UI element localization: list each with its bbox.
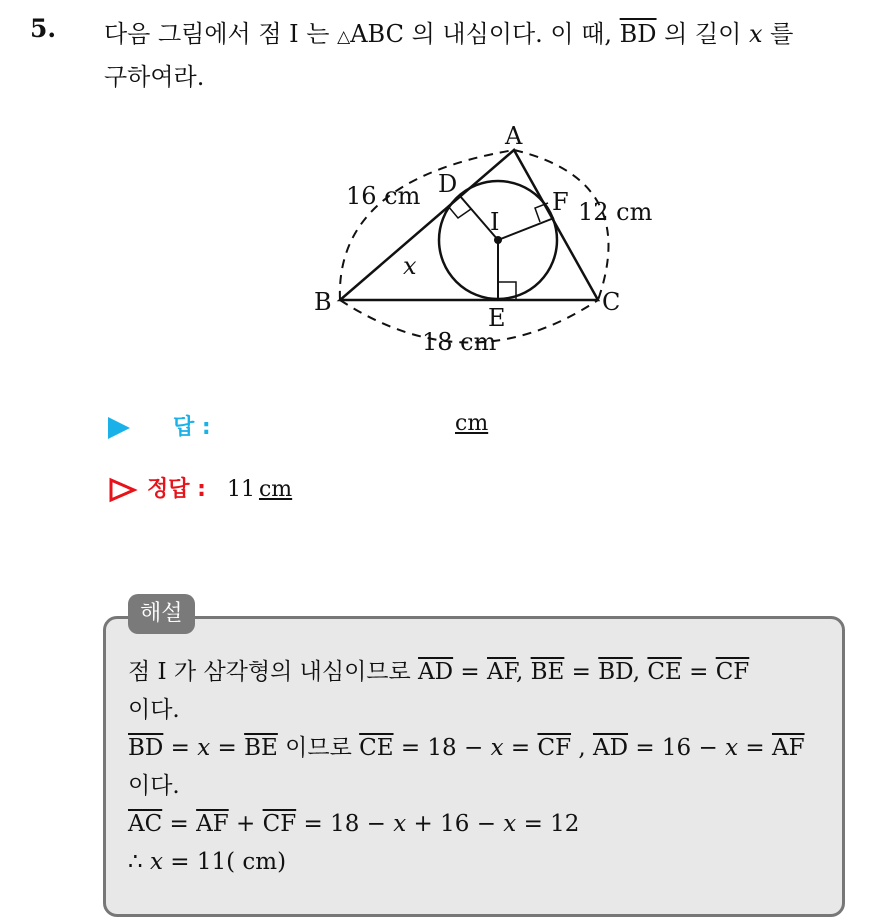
explanation-line-4: 이다. [128,773,180,799]
question-text-part: ABC 의 내심이다. 이 때, [350,20,620,48]
correct-answer-unit: cm [258,477,293,502]
question-text-part: 다음 그림에서 점 I 는 [104,20,338,48]
text: = [681,659,716,685]
triangle-abc [340,150,598,300]
question-text-part: 의 길이 [656,20,749,48]
variable-x: x [393,811,407,837]
segment: $\overline{AF}$ [487,659,517,685]
question-text-part: 를 [762,20,794,48]
radius-if [498,218,554,240]
variable-x: x [749,20,763,48]
therefore-symbol: ∴ [128,849,150,875]
right-angle-d [448,206,471,218]
text: + 16 − [406,811,504,837]
text: = [503,735,538,761]
segment: $\overline{AF}$ [196,811,229,837]
side-ac-length: 12 cm [578,198,653,226]
text: = [162,811,197,837]
explanation-box [103,616,845,917]
correct-answer-row [108,472,292,503]
label-f: F [552,188,569,216]
explanation-line-1 [128,653,805,691]
correct-answer-value: 11 [226,477,255,502]
variable-x: x [149,849,163,875]
text: = 11( cm) [162,849,287,875]
incenter-point [494,236,502,244]
label-d: D [438,170,458,198]
segment: $\overline{AD}$ [418,659,454,685]
correct-answer-label: 정답 : [147,477,206,502]
segment: $\overline{AD}$ [592,735,629,761]
segment: $\overline{BD}$ [598,659,633,685]
answer-row [108,410,489,441]
segment: $\overline{CF}$ [262,811,297,837]
text: , [571,735,593,761]
label-x: x [403,252,417,280]
explanation-text [128,653,805,881]
text: = 16 − [628,735,726,761]
side-ab-length: 16 cm [346,182,421,210]
text: = 18 − [296,811,394,837]
label-c: C [602,288,621,316]
text: = 12 [516,811,580,837]
label-b: B [314,288,332,316]
segment: $\overline{CE}$ [359,735,394,761]
segment: $\overline{BD}$ [128,735,164,761]
text: = [210,735,245,761]
segment: $\overline{CF}$ [715,659,750,685]
side-bc-length: 18 cm [422,328,497,356]
question-text-part: 구하여라. [104,63,205,91]
label-e: E [488,304,506,332]
answer-label: 답 : [173,415,211,440]
variable-x: x [490,735,504,761]
text: 점 I 가 삼각형의 내심이므로 [128,659,419,685]
variable-x: x [503,811,517,837]
text: = [738,735,772,761]
answer-unit: cm [455,411,489,436]
text: = 18 − [393,735,491,761]
explanation-tab: 해설 [128,594,195,634]
text: = [564,659,599,685]
text: = [163,735,198,761]
label-i: I [490,208,500,236]
triangle-symbol: △ [337,27,351,47]
explanation-line-3 [128,729,805,767]
segment: $\overline{BE}$ [530,659,565,685]
question-text [104,14,864,97]
label-a: A [505,122,523,150]
segment: $\overline{AC}$ [128,811,163,837]
segment: $\overline{BE}$ [244,735,278,761]
segment: $\overline{CF}$ [537,735,572,761]
outline-arrow-icon [108,477,138,503]
text: + [228,811,263,837]
text: = [453,659,488,685]
variable-x: x [725,735,739,761]
explanation-line-5 [128,805,805,843]
play-arrow-icon [108,417,130,439]
question-number: 5. [30,14,57,43]
text: 이므로 [277,735,360,761]
segment: $\overline{CE}$ [647,659,682,685]
text: , [632,659,648,685]
text: , [516,659,531,685]
geometry-figure [300,110,670,360]
variable-x: x [197,735,211,761]
explanation-line-6 [128,843,805,881]
explanation-line-2: 이다. [128,697,180,723]
segment: $\overline{AF}$ [771,735,805,761]
segment-bd: $\overline{BD}$ [619,20,657,48]
